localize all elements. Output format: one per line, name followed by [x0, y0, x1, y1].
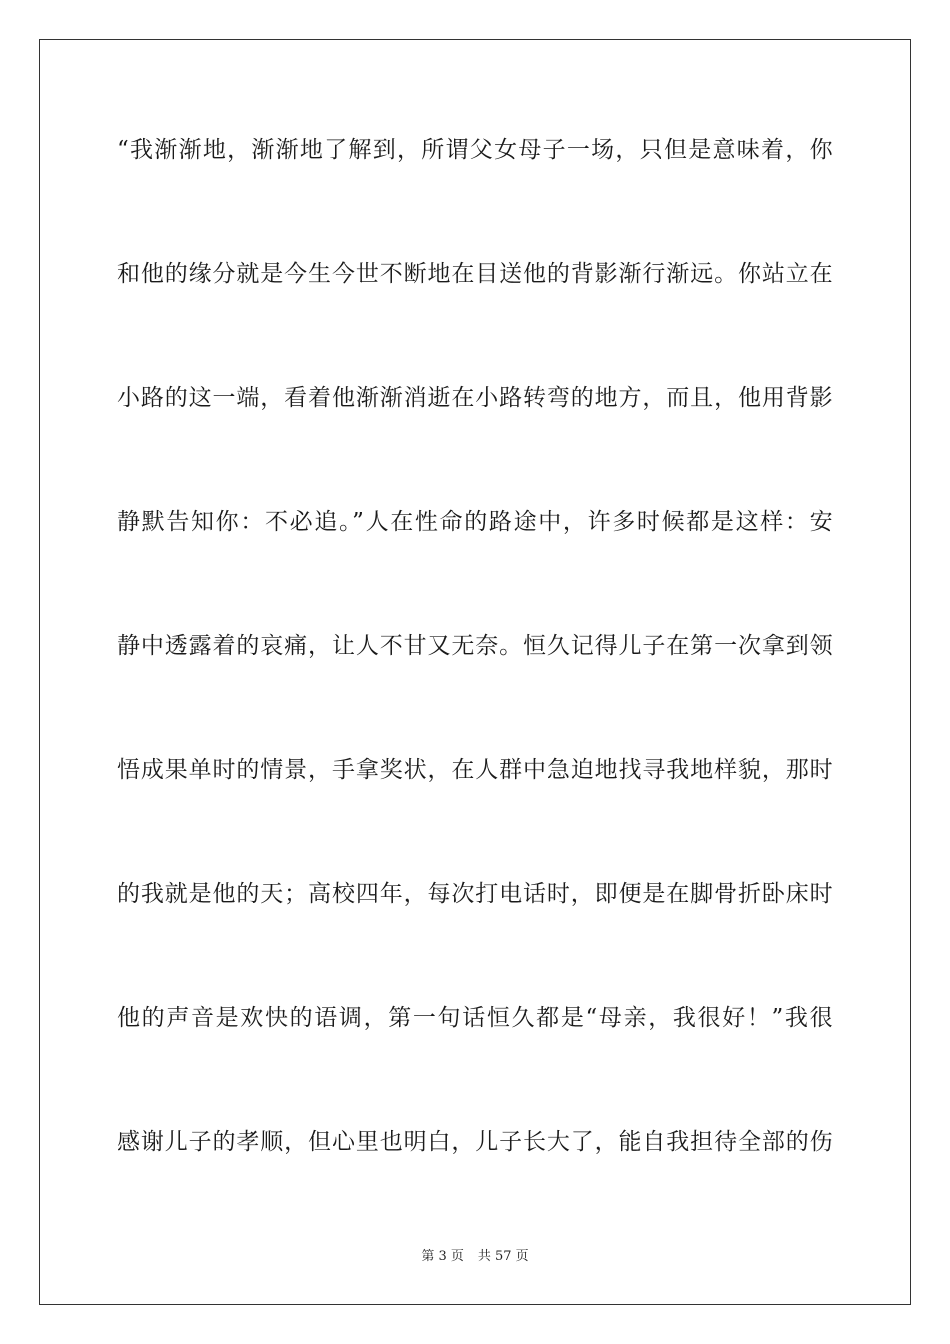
text-line-4: 静默告知你：不必追。”人在性命的路途中，许多时候都是这样：安: [117, 509, 833, 535]
page-total: 共 57 页: [477, 1249, 529, 1264]
text-line-3: 小路的这一端，看着他渐渐消逝在小路转弯的地方，而且，他用背影: [117, 385, 833, 411]
text-line-8: 他的声音是欢快的语调，第一句话恒久都是“母亲，我很好！”我很: [117, 1005, 833, 1031]
page-border: [39, 39, 911, 1305]
page-footer: [0, 1248, 950, 1266]
text-line-9: 感谢儿子的孝顺，但心里也明白，儿子长大了，能自我担待全部的伤: [117, 1129, 833, 1155]
text-line-5: 静中透露着的哀痛，让人不甘又无奈。恒久记得儿子在第一次拿到领: [117, 633, 833, 659]
text-line-7: 的我就是他的天；高校四年，每次打电话时，即便是在脚骨折卧床时: [117, 881, 833, 907]
text-line-1: “我渐渐地，渐渐地了解到，所谓父女母子一场，只但是意味着，你: [117, 137, 833, 163]
text-line-6: 悟成果单时的情景，手拿奖状，在人群中急迫地找寻我地样貌，那时: [117, 757, 833, 783]
page-number: 第 3 页: [421, 1249, 464, 1264]
text-line-2: 和他的缘分就是今生今世不断地在目送他的背影渐行渐远。你站立在: [117, 261, 833, 287]
